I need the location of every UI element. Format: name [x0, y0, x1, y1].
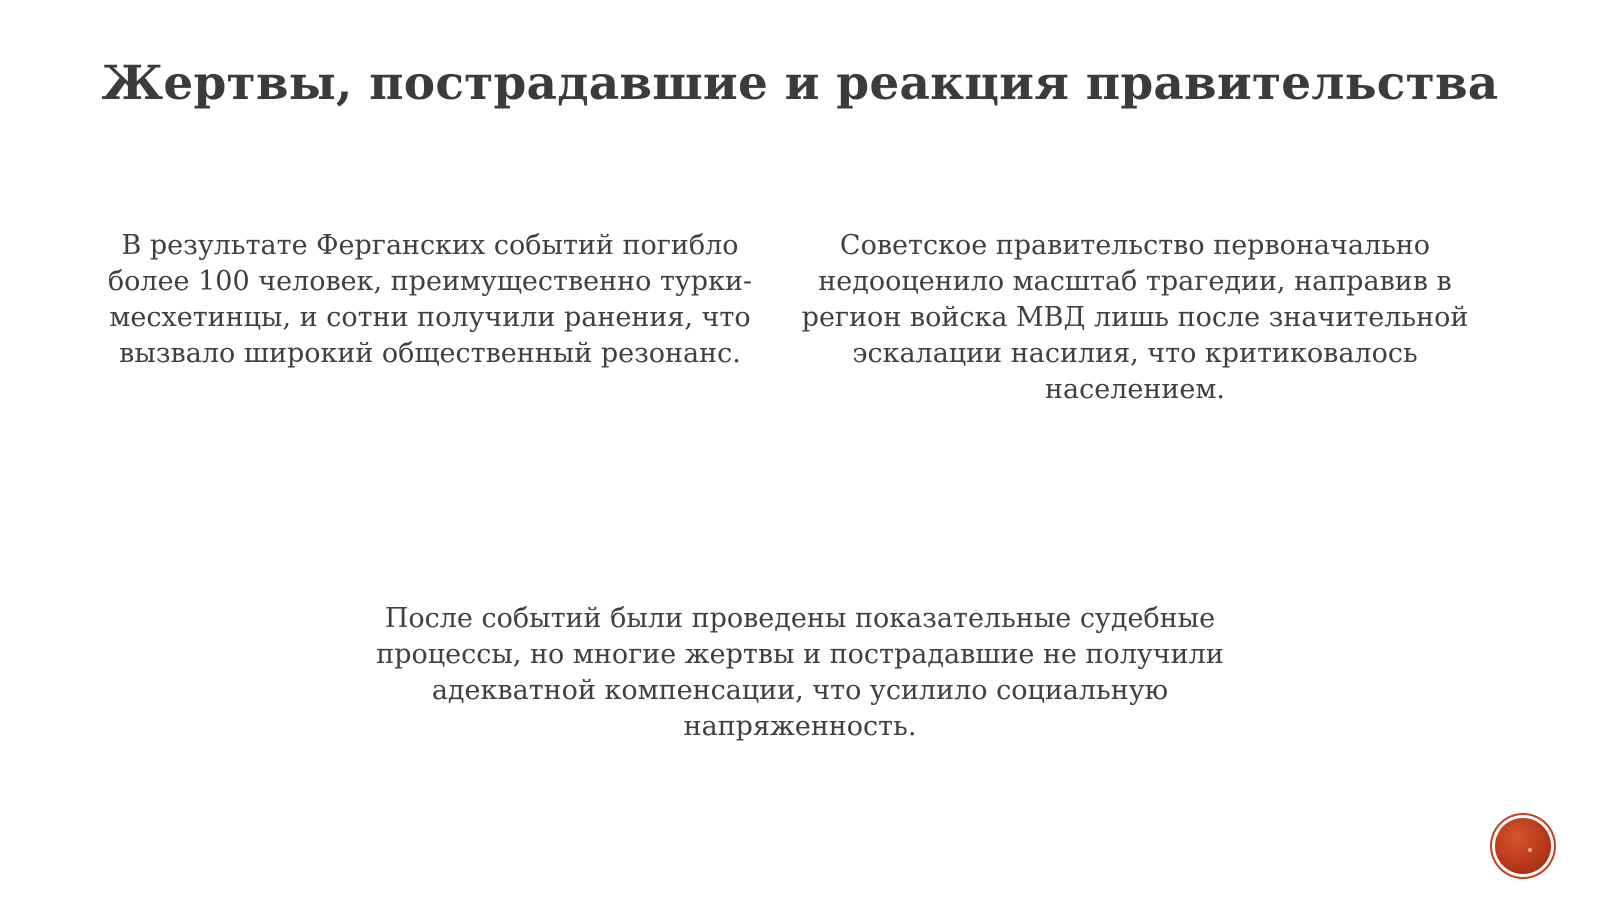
slide-title: Жертвы, пострадавшие и реакция правительства: [101, 56, 1499, 111]
text-block-aftermath: После событий были проведены показательные судебные процессы, но многие жертвы и пострадавшие не получили адекватной компенсации, что усилило социальную напряженность.: [376, 603, 1224, 742]
corner-badge-icon: [1495, 818, 1551, 874]
text-block-victims: В результате Ферганских событий погибло более 100 человек, преимущественно турки-месхетинцы, и сотни получили ранения, что вызвало широкий общественный резонанс.: [107, 230, 753, 369]
text-block-government-response: Советское правительство первоначально недооценило масштаб трагедии, направив в регион войска МВД лишь после значительной эскалации насилия, что критиковалось населением.: [801, 230, 1469, 405]
badge-highlight: [1528, 848, 1532, 852]
